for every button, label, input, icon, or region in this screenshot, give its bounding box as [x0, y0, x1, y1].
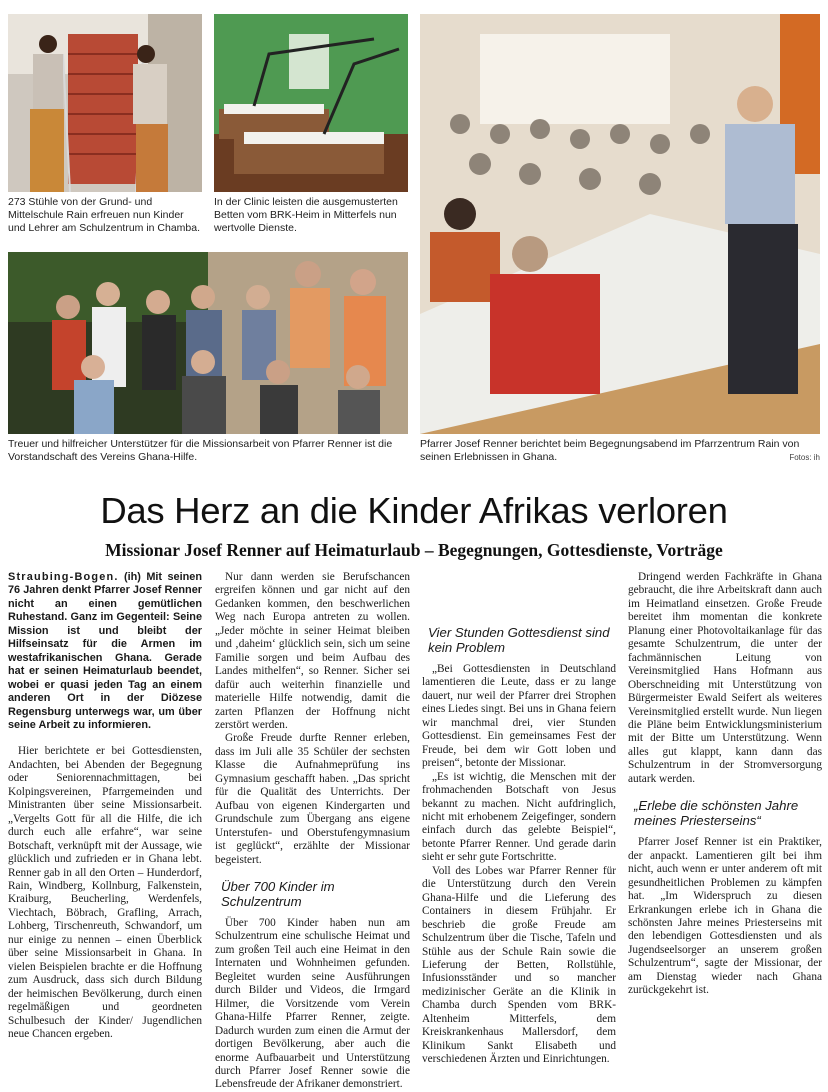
dateline: Straubing-Bogen. [8, 571, 119, 583]
subheading: Vier Stunden Gottesdienst sind kein Problem [428, 625, 610, 655]
paragraph: Große Freude durfte Renner erleben, dass im Juli alle 35 Schüler der sechsten Klasse die Aufnahmeprüfung ins Gymnasium geschafft haben. „Das spricht für die Qualität des Unterrichts. Der Aufbau von eigenen Kindergarten und Grundschule zum Übergang ans eigene Unterstufen- und Oberstufengymnasium ist geglückt“, erzählte der Missionar begeistert. [215, 732, 410, 866]
paragraph: „Es ist wichtig, die Menschen mit der frohmachenden Botschaft von Jesus bekannt zu machen. Nicht aufdringlich, nicht mit erhobenem Zeigefinger, sondern einfach durch das gelebte Beispiel“, betonte Pfarrer Renner. Und gerade darin sieht er sehr gute Fortschritte. [422, 770, 616, 864]
paragraph: „Bei Gottesdiensten in Deutschland lamentieren die Leute, dass er zu lange dauert, nur weil der Pfarrer drei Strophen eines Liedes singt. Bei uns in Ghana feiern wir manchmal drei, vier Stunden Gottesdienst. Ein gemeinsames Fest der Freude, bei dem wir Gott loben und preisen“, betonte der Missionar. [422, 663, 616, 770]
paragraph: Pfarrer Josef Renner ist ein Praktiker, der anpackt. Lamentieren gilt bei ihm nicht, auch wenn er unter anderem oft mit gesundheitlichen Problemen zu kämpfen hat. „Im Widerspruch zu diesen Erkrankungen erlebe ich in Ghana die schönsten Jahre meines Priesterseins mit den lebendigen Gottesdiensten und als Jugendseelsorger an unserem großen Schulzentrum“, sagte der Missionar, der am Dienstag wieder nach Ghana zurückgekehrt ist. [628, 836, 822, 997]
caption-talk: Pfarrer Josef Renner berichtet beim Begegnungsabend im Pfarrzentrum Rain von seinen Erlebnissen in Ghana. [420, 438, 800, 463]
subheadline: Missionar Josef Renner auf Heimaturlaub – Begegnungen, Gottesdienste, Vorträge [105, 540, 723, 560]
caption-chairs: 273 Stühle von der Grund- und Mittelschule Rain erfreuen nun Kinder und Lehrer am Schulzentrum in Chamba. [8, 196, 201, 234]
subheading: Über 700 Kinder im Schulzentrum [221, 878, 335, 909]
photo-credit: Fotos: ih [789, 453, 820, 462]
photo-talk [420, 14, 820, 434]
column-4 [628, 571, 822, 998]
photo-beds [214, 14, 408, 192]
paragraph: Nur dann werden sie Berufschancen ergreifen können und gar nicht auf den Gedanken kommen, den beschwerlichen Weg nach Europa antreten zu wollen. „Jeder möchte in seiner Heimat bleiben und ‚daheim‘ glücklich sein, sich um seine Familie sorgen und beim Aufbau des Landes mithelfen“, so Renner. Sicher sei dafür auch weiterhin finanzielle und materielle Hilfe notwendig, damit die zarten Pflanzen der Hoffnung nicht zerstört werden. [215, 571, 410, 731]
caption-group: Treuer und hilfreicher Unterstützer für die Missionsarbeit von Pfarrer Renner ist die Vorstandschaft des Vereins Ghana-Hilfe. [8, 438, 393, 463]
lead-paragraph [8, 571, 202, 732]
photo-group [8, 252, 408, 434]
paragraph: Über 700 Kinder haben nun am Schulzentrum eine schulische Heimat und zum großen Teil auch eine Heimat in den Internaten und Wohnheimen gefunden. Begleitet wurden seine Ausführungen durch Bilder und Videos, die Irmgard Hilmer, die Vorsitzende vom Verein Ghana-Hilfe Pfarrer Renner, zeigte. Dadurch wurden zum einen die Armut der dortigen Bevölkerung, aber auch die enorme Aufbauarbeit und Unterstützung durch Pfarrer Josef Renner sowie die Lebensfreude der Afrikaner demonstriert. [215, 916, 410, 1091]
column-3 [422, 625, 616, 1067]
lead-text: (ih) Mit seinen 76 Jahren denkt Pfarrer Josef Renner nicht an einen gemütlichen Ruhestand. Ganz im Gegenteil: Seine Mission ist und bleibt der Hilfseinsatz für die Armen im westafrikanischen Ghana. Gerade hat er seinen Heimaturlaub beendet, wobei er quasi jeden Tag an einem anderen Ort in der Diözese Regensburg unterwegs war, um über seine Arbeit zu informieren. [8, 571, 202, 731]
column-2 [215, 571, 410, 1092]
subheading: „Erlebe die schönsten Jahre meines Priesterseins“ [634, 798, 799, 829]
photo-chairs [8, 14, 202, 192]
caption-beds: In der Clinic leisten die ausgemusterten Betten vom BRK-Heim in Mitterfels nun wertvolle Dienste. [214, 196, 398, 234]
paragraph: Hier berichtete er bei Gottesdiensten, Andachten, bei Abenden der Begegnung oder Seniorennachmittagen, bei Kolpingsvereinen, Pfarrgemeinden und Ministranten über seine Missionsarbeit. „Vergelts Gott für all die Hilfe, die ich durch euch alle erfahre“, war seine Botschaft, verknüpft mit der Aussage, wie glücklich und zufrieden er in Ghana lebt. Renner gab in all den Orten – Hunderdorf, Rain, Windberg, Kollnburg, Falkenstein, Kraiburg, Beucherling, Werdenfels, Viechtach, Böbrach, Grafling, Arrach, Lohberg, Tirschenreuth, Schwandorf, um nur einige zu nennen – einen Überblick über seine Missionsarbeit in Ghana. In vielen Beispielen brachte er die Hoffnung zum Ausdruck, dass sich durch Bildung der heimischen Bevölkerung, durch einen regelmäßigen und geordneten Schulbesuch der Kinder/ Jugendlichen neue Chancen ergeben. [8, 745, 202, 1040]
column-1 [8, 571, 202, 1041]
paragraph: Voll des Lobes war Pfarrer Renner für die Unterstützung durch den Verein Ghana-Hilfe und die Lieferung des Containers in diesem Frühjahr. Er beschrieb die große Freude am Schulzentrum über die Tische, Tafeln und Stühle aus der Schule Rain sowie die Lieferung der Betten, Rollstühle, Infusionsständer und so mancher medizinischer Geräte an die Klinik in Chamba durch Spenden vom BRK-Altenheim Mitterfels, dem Kreiskrankenhaus Mallersdorf, dem Klinikum Sankt Elisabeth und verschiedenen Ärzten und Einrichtungen. [422, 864, 616, 1066]
paragraph: Dringend werden Fachkräfte in Ghana gebraucht, die ihre Arbeitskraft dann auch im Heimatland einsetzen. Große Freude bereitet ihm momentan die konkrete Planung einer Photovoltaikanlage für das gesamte Schulzentrum, die unter der fachmännischen Leitung von Vereinsmitglied Hans Hofmann aus Oberschneiding mit Unterstützung von Bürgermeister Ewald Seifert als weiteres Vereinsmitglied erstellt wurde. Nun liegen die Pläne beim Entwicklungsministerium mit der Bitte um Unterstützung. Wenn alles gut klappt, kann dann das Schulzentrum in der Stromversorgung autark werden. [628, 571, 822, 785]
headline: Das Herz an die Kinder Afrikas verloren [100, 490, 728, 531]
